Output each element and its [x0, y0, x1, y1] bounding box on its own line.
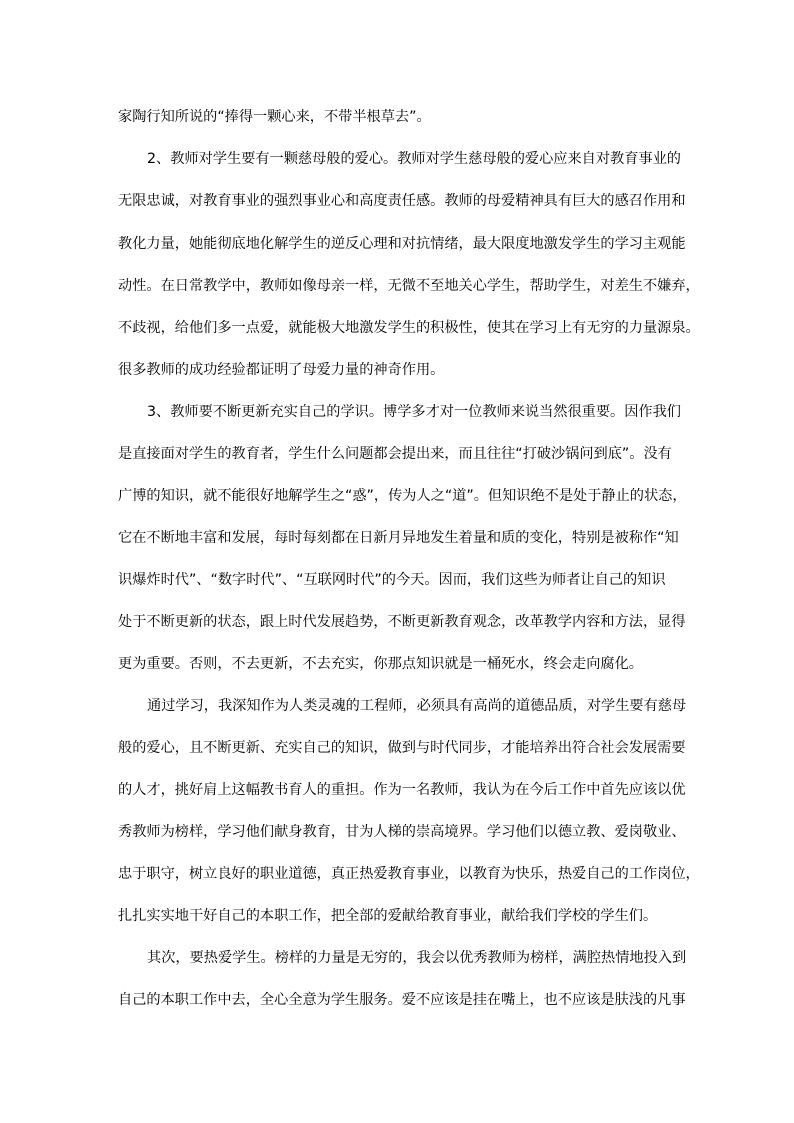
text-line: 3、教师要不断更新充实自己的学识。博学多才对一位教师来说当然很重要。因作我们	[147, 404, 681, 420]
text-line: 的人才，挑好肩上这幅教书育人的重担。作为一名教师，我认为在今后工作中首先应该以优	[118, 782, 686, 798]
text-line: 秀教师为榜样，学习他们献身教育，甘为人梯的崇高境界。学习他们以德立教、爱岗敬业、	[118, 824, 686, 840]
text-line: 般的爱心，且不断更新、充实自己的知识，做到与时代同步，才能培养出符合社会发展需要	[118, 740, 686, 756]
text-line: 无限忠诚，对教育事业的强烈事业心和高度责任感。教师的母爱精神具有巨大的感召作用和	[118, 193, 686, 209]
text-line: 广博的知识，就不能很好地解学生之“惑”，传为人之“道”。但知识绝不是处于静止的状态，	[118, 488, 687, 504]
text-line: 其次，要热爱学生。榜样的力量是无穷的，我会以优秀教师为榜样，满腔热情地投入到	[147, 950, 687, 966]
text-line: 是直接面对学生的教育者，学生什么问题都会提出来，而且往往“打破沙锅问到底”。没有	[118, 446, 672, 462]
text-line: 很多教师的成功经验都证明了母爱力量的神奇作用。	[118, 362, 445, 378]
text-line: 处于不断更新的状态，跟上时代发展趋势，不断更新教育观念，改革教学内容和方法，显得	[118, 614, 686, 630]
text-line: 忠于职守，树立良好的职业道德，真正热爱教育事业，以教育为快乐，热爱自己的工作岗位，	[118, 866, 700, 882]
text-line: 教化力量，她能彻底地化解学生的逆反心理和对抗情绪，最大限度地激发学生的学习主观能	[118, 236, 686, 252]
text-line: 通过学习，我深知作为人类灵魂的工程师，必须具有高尚的道德品质，对学生要有慈母	[147, 698, 687, 714]
text-line: 不歧视，给他们多一点爱，就能极大地激发学生的积极性，使其在学习上有无穷的力量源泉。	[118, 320, 700, 336]
text-line: 家陶行知所说的“捧得一颗心来，不带半根草去”。	[118, 109, 431, 125]
text-line: 更为重要。否则，不去更新，不去充实，你那点知识就是一桶死水，终会走向腐化。	[118, 656, 643, 672]
text-line: 动性。在日常教学中，教师如像母亲一样，无微不至地关心学生，帮助学生，对差生不嫌弃，	[118, 278, 700, 294]
text-line: 2、教师对学生要有一颗慈母般的爱心。教师对学生慈母般的爱心应来自对教育事业的	[147, 151, 681, 167]
text-line: 它在不断地丰富和发展，每时每刻都在日新月异地发生着量和质的变化，特别是被称作“知	[118, 530, 679, 546]
text-line: 自己的本职工作中去，全心全意为学生服务。爱不应该是挂在嘴上，也不应该是肤浅的凡事	[118, 992, 686, 1008]
text-line: 扎扎实实地干好自己的本职工作，把全部的爱献给教育事业，献给我们学校的学生们。	[118, 908, 658, 924]
text-line: 识爆炸时代”、“数字时代”、“互联网时代”的今天。因而，我们这些为师者让自己的知识	[118, 572, 666, 588]
